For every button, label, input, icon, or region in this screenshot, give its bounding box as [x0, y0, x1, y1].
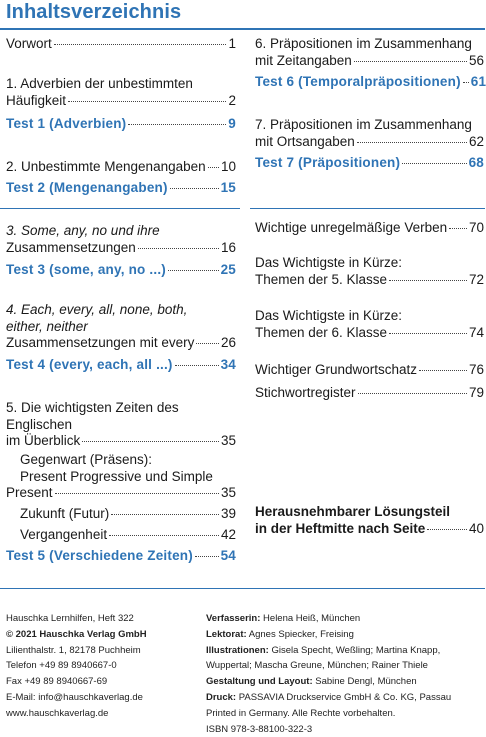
credit-line: ISBN 978-3-88100-322-3 [206, 723, 313, 735]
toc-entry-test-2[interactable] [6, 180, 236, 197]
page-number: 42 [220, 527, 236, 542]
toc-entry-chapter-5[interactable] [6, 400, 236, 450]
entry-label-line: either, neither [6, 318, 88, 334]
toc-entry-test-4[interactable] [6, 357, 236, 374]
entry-label: Test 5 (Verschiedene Zeiten) [6, 548, 193, 563]
page-number: 61 [470, 74, 486, 89]
page-number: 26 [220, 335, 236, 350]
toc-entry-test-1[interactable] [6, 116, 236, 133]
entry-label: Themen der 5. Klasse [255, 271, 388, 287]
entry-label-line: 4. Each, every, all, none, both, [6, 302, 188, 317]
entry-label: Test 7 (Präpositionen) [255, 155, 401, 170]
entry-label-line: 6. Präpositionen im Zusammenhang [255, 36, 472, 51]
entry-label: 2. Unbestimmte Mengenangaben [6, 159, 206, 174]
entry-label: im Überblick [6, 433, 81, 448]
toc-entry-klasse-6[interactable] [255, 308, 484, 341]
page-number: 1 [228, 36, 236, 51]
entry-label: Themen der 6. Klasse [255, 324, 388, 340]
credit-line: Wuppertal; Mascha Greune, München; Rainer Thiele [206, 660, 428, 672]
toc-entry-chapter-3[interactable] [6, 223, 236, 256]
page-number: 68 [468, 155, 484, 170]
page-number: 79 [468, 385, 484, 400]
entry-label: Present [6, 485, 53, 500]
entry-label: Vergangenheit [20, 527, 108, 542]
entry-label-line: 5. Die wichtigsten Zeiten des [6, 400, 179, 415]
entry-label-line: Das Wichtigste in Kürze: [255, 255, 403, 270]
entry-label: Vorwort [6, 36, 52, 51]
credit-line: Lektorat: Agnes Spiecker, Freising [206, 628, 354, 640]
entry-label: Zusammensetzungen [6, 239, 136, 255]
page-number: 40 [468, 520, 484, 536]
entry-label-line: 7. Präpositionen im Zusammenhang [255, 117, 472, 132]
entry-label: mit Ortsangaben [255, 133, 355, 149]
imprint-credits [206, 611, 451, 737]
imprint-line: Telefon +49 89 8940667-0 [6, 660, 117, 672]
entry-label: Test 6 (Temporalpräpositionen) [255, 74, 461, 89]
page-number: 76 [468, 362, 484, 377]
page-number: 10 [220, 159, 236, 174]
toc-entry-verben[interactable] [255, 220, 484, 237]
entry-label-line: 3. Some, any, no und ihre [6, 223, 160, 238]
toc-entry-chapter-7[interactable] [255, 117, 484, 150]
toc-entry-chapter-2[interactable] [6, 159, 236, 176]
credit-line: Verfasserin: Helena Heiß, München [206, 613, 361, 624]
entry-label-line: Das Wichtigste in Kürze: [255, 308, 403, 323]
toc-left-column [6, 0, 236, 588]
entry-label: Wichtige unregelmäßige Verben [255, 220, 448, 235]
entry-label: Test 3 (some, any, no ...) [6, 262, 166, 277]
toc-entry-test-7[interactable] [255, 155, 484, 172]
entry-label: Test 2 (Mengenangaben) [6, 180, 168, 195]
imprint-line: Fax +49 89 8940667-69 [6, 676, 108, 688]
page-number: 62 [468, 133, 484, 149]
entry-label: Häufigkeit [6, 92, 67, 108]
toc-entry-vorwort[interactable] [6, 36, 236, 53]
toc-right-column [255, 0, 484, 588]
toc-entry-chapter-4[interactable] [6, 302, 236, 352]
entry-label-line: Gegenwart (Präsens): [20, 452, 153, 467]
toc-entry-test-6[interactable] [255, 74, 484, 91]
page-number: 34 [220, 357, 236, 372]
page-number: 54 [220, 548, 236, 563]
page-number: 39 [220, 506, 236, 521]
toc-entry-gegenwart[interactable] [6, 452, 236, 502]
toc-entry-test-3[interactable] [6, 262, 236, 279]
page-number: 72 [468, 271, 484, 287]
credit-line: Illustrationen: Gisela Specht, Weßling; Martina Knapp, [206, 644, 441, 656]
page-number: 9 [228, 116, 236, 131]
imprint-line: © 2021 Hauschka Verlag GmbH [6, 628, 147, 640]
entry-label: Zusammensetzungen mit every [6, 335, 195, 350]
imprint-email[interactable]: E-Mail: info@hauschkaverlag.de [6, 691, 143, 703]
credit-line: Druck: PASSAVIA Druckservice GmbH & Co. KG, Passau [206, 691, 452, 703]
toc-entry-chapter-1[interactable] [6, 76, 236, 109]
section-divider-right [250, 208, 485, 209]
entry-label: in der Heftmitte nach Seite [255, 520, 426, 536]
entry-label-line: 1. Adverbien der unbestimmten [6, 76, 193, 91]
toc-entry-loesungsteil[interactable] [255, 504, 484, 537]
entry-label: Test 1 (Adverbien) [6, 116, 127, 131]
entry-label: Test 4 (every, each, all ...) [6, 357, 173, 372]
credit-line: Gestaltung und Layout: Sabine Dengl, München [206, 676, 417, 688]
page-number: 2 [228, 92, 236, 108]
entry-label: Zukunft (Futur) [20, 506, 110, 521]
page-number: 35 [220, 433, 236, 448]
entry-label: mit Zeitangaben [255, 52, 352, 68]
page-number: 25 [220, 262, 236, 277]
credit-line: Printed in Germany. Alle Rechte vorbehalten. [206, 707, 396, 719]
entry-label-line: Present Progressive und Simple [20, 468, 213, 484]
entry-label: Stichwortregister [255, 385, 356, 400]
page-number: 70 [468, 220, 484, 235]
entry-label-line: Herausnehmbarer Lösungsteil [255, 504, 451, 519]
entry-label: Wichtiger Grundwortschatz [255, 362, 418, 377]
section-divider-left [0, 208, 240, 209]
toc-entry-test-5[interactable] [6, 548, 236, 565]
page-number: 74 [468, 324, 484, 340]
imprint-line: Hauschka Lernhilfen, Heft 322 [6, 613, 134, 624]
page-number: 35 [220, 485, 236, 500]
page-number: 16 [220, 239, 236, 255]
imprint-publisher [6, 611, 147, 722]
imprint-website[interactable]: www.hauschkaverlag.de [6, 707, 109, 719]
page-number: 56 [468, 52, 484, 68]
toc-entry-vergangenheit[interactable] [6, 527, 236, 544]
imprint-line: Lilienthalstr. 1, 82178 Puchheim [6, 644, 141, 656]
entry-label-line: Englischen [6, 416, 73, 432]
toc-entry-grundwortschatz[interactable] [255, 362, 484, 379]
page-number: 15 [220, 180, 236, 195]
toc-entry-chapter-6[interactable] [255, 36, 484, 69]
page-title: Inhaltsverzeichnis [6, 1, 182, 23]
toc-entry-zukunft[interactable] [6, 506, 236, 523]
toc-entry-stichwortregister[interactable] [255, 385, 484, 402]
toc-entry-klasse-5[interactable] [255, 255, 484, 288]
imprint-rule [0, 588, 485, 589]
